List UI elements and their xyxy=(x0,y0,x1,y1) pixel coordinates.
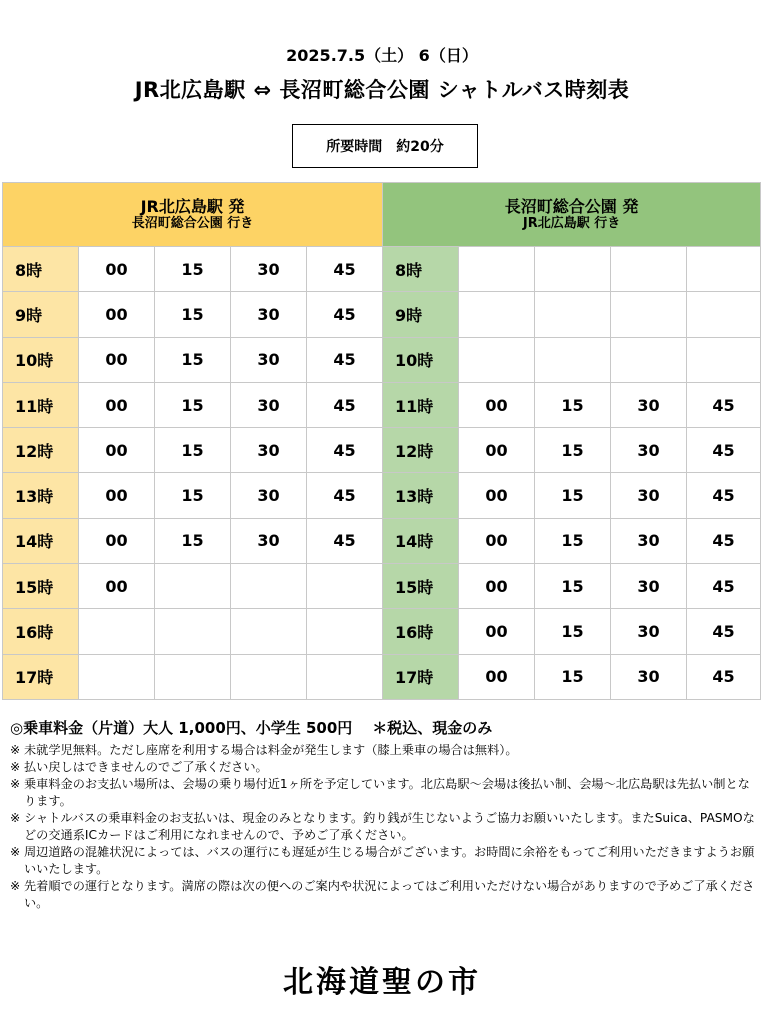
minute-cell-left: 15 xyxy=(155,428,231,473)
minute-cell-left xyxy=(307,564,383,609)
minute-cell-right xyxy=(535,292,611,337)
timetable-row xyxy=(3,609,761,654)
timetable-row xyxy=(3,337,761,382)
minute-cell-right: 00 xyxy=(459,654,535,699)
minute-cell-left: 30 xyxy=(231,518,307,563)
timetable-row xyxy=(3,292,761,337)
minute-cell-left: 00 xyxy=(79,428,155,473)
minute-cell-right: 15 xyxy=(535,564,611,609)
minute-cell-left xyxy=(231,654,307,699)
notes-list xyxy=(10,742,758,912)
note-item xyxy=(10,878,758,912)
minute-cell-left: 30 xyxy=(231,292,307,337)
minute-cell-left: 00 xyxy=(79,382,155,427)
minute-cell-left: 45 xyxy=(307,473,383,518)
minute-cell-right: 45 xyxy=(687,609,761,654)
minute-cell-right: 00 xyxy=(459,428,535,473)
minute-cell-right: 45 xyxy=(687,382,761,427)
shuttle-timetable xyxy=(2,182,761,700)
minute-cell-right: 45 xyxy=(687,428,761,473)
minute-cell-right: 15 xyxy=(535,382,611,427)
timetable-row xyxy=(3,428,761,473)
minute-cell-left: 45 xyxy=(307,518,383,563)
minute-cell-left: 00 xyxy=(79,564,155,609)
minute-cell-left xyxy=(307,654,383,699)
minute-cell-right xyxy=(687,247,761,292)
organizer-logo xyxy=(0,957,764,1001)
hour-cell-left: 9時 xyxy=(3,292,79,337)
minute-cell-left: 15 xyxy=(155,247,231,292)
minute-cell-right: 00 xyxy=(459,518,535,563)
minute-cell-right: 30 xyxy=(611,428,687,473)
note-text: 先着順での運行となります。満席の際は次の便へのご案内や状況によってはご利用いただけない場合がありますので予めご了承ください。 xyxy=(24,879,755,910)
note-mark: ※ xyxy=(10,743,21,757)
header-right-to: JR北広島駅 行き xyxy=(522,216,621,232)
minute-cell-right: 15 xyxy=(535,473,611,518)
note-item xyxy=(10,810,758,844)
hour-cell-left: 15時 xyxy=(3,564,79,609)
minute-cell-right xyxy=(459,292,535,337)
minute-cell-left: 00 xyxy=(79,247,155,292)
header-right-from: 長沼町総合公園 発 xyxy=(504,197,639,217)
hour-cell-left: 14時 xyxy=(3,518,79,563)
minute-cell-left: 45 xyxy=(307,428,383,473)
minute-cell-right: 45 xyxy=(687,473,761,518)
hour-cell-right: 9時 xyxy=(383,292,459,337)
minute-cell-right xyxy=(687,292,761,337)
minute-cell-left: 00 xyxy=(79,292,155,337)
minute-cell-right xyxy=(535,247,611,292)
minute-cell-right: 00 xyxy=(459,382,535,427)
minute-cell-left: 45 xyxy=(307,382,383,427)
minute-cell-left xyxy=(155,654,231,699)
note-mark: ※ xyxy=(10,760,21,774)
timetable-row xyxy=(3,473,761,518)
note-item xyxy=(10,776,758,810)
minute-cell-left xyxy=(79,609,155,654)
hour-cell-right: 14時 xyxy=(383,518,459,563)
hour-cell-right: 11時 xyxy=(383,382,459,427)
note-text: シャトルバスの乗車料金のお支払いは、現金のみとなります。釣り銭が生じないようご協力お願いいたします。またSuica、PASMOなどの交通系ICカードはご利用になれませんので、予めご了承ください。 xyxy=(24,811,755,842)
minute-cell-right xyxy=(687,337,761,382)
hour-cell-right: 8時 xyxy=(383,247,459,292)
minute-cell-right: 00 xyxy=(459,609,535,654)
timetable-row xyxy=(3,564,761,609)
note-mark: ※ xyxy=(10,879,21,893)
header-left-to: 長沼町総合公園 行き xyxy=(131,216,254,232)
minute-cell-right xyxy=(611,337,687,382)
header-departure-kitahiroshima xyxy=(3,183,383,247)
hour-cell-left: 11時 xyxy=(3,382,79,427)
hour-cell-left: 10時 xyxy=(3,337,79,382)
minute-cell-right: 30 xyxy=(611,382,687,427)
hour-cell-left: 13時 xyxy=(3,473,79,518)
timetable-row xyxy=(3,382,761,427)
timetable-row xyxy=(3,654,761,699)
note-text: 乗車料金のお支払い場所は、会場の乗り場付近1ヶ所を予定しています。北広島駅～会場は後払い制、会場～北広島駅は先払い制となります。 xyxy=(24,777,750,808)
minute-cell-right xyxy=(459,337,535,382)
minute-cell-right: 45 xyxy=(687,654,761,699)
fare-main: ◎乗車料金（片道）大人 1,000円、小学生 500円 xyxy=(10,719,353,737)
travel-duration-box: 所要時間 約20分 xyxy=(292,124,478,168)
timetable-body xyxy=(3,247,761,700)
page-title: JR北広島駅 ⇔ 長沼町総合公園 シャトルバス時刻表 xyxy=(134,78,630,102)
hour-cell-right: 16時 xyxy=(383,609,459,654)
minute-cell-right: 30 xyxy=(611,518,687,563)
hour-cell-left: 12時 xyxy=(3,428,79,473)
minute-cell-left: 15 xyxy=(155,518,231,563)
note-text: 払い戻しはできませんのでご了承ください。 xyxy=(24,760,268,774)
minute-cell-left: 15 xyxy=(155,382,231,427)
minute-cell-right: 30 xyxy=(611,473,687,518)
minute-cell-right: 15 xyxy=(535,428,611,473)
minute-cell-left: 30 xyxy=(231,247,307,292)
note-item xyxy=(10,759,758,776)
note-item xyxy=(10,742,758,759)
minute-cell-left xyxy=(79,654,155,699)
minute-cell-left: 15 xyxy=(155,473,231,518)
minute-cell-right: 15 xyxy=(535,609,611,654)
minute-cell-left: 30 xyxy=(231,428,307,473)
hour-cell-right: 10時 xyxy=(383,337,459,382)
logo-text: 北海道聖の市 xyxy=(283,965,481,1000)
hour-cell-right: 12時 xyxy=(383,428,459,473)
hour-cell-right: 13時 xyxy=(383,473,459,518)
minute-cell-left: 45 xyxy=(307,292,383,337)
minute-cell-right: 00 xyxy=(459,473,535,518)
minute-cell-left: 45 xyxy=(307,337,383,382)
minute-cell-right: 15 xyxy=(535,654,611,699)
hour-cell-right: 17時 xyxy=(383,654,459,699)
minute-cell-right: 15 xyxy=(535,518,611,563)
note-mark: ※ xyxy=(10,811,21,825)
minute-cell-right: 45 xyxy=(687,518,761,563)
minute-cell-left: 30 xyxy=(231,337,307,382)
minute-cell-left: 45 xyxy=(307,247,383,292)
event-date: 2025.7.5（土） 6（日） xyxy=(286,46,478,65)
minute-cell-left: 30 xyxy=(231,382,307,427)
minute-cell-left: 00 xyxy=(79,518,155,563)
minute-cell-right: 00 xyxy=(459,564,535,609)
hour-cell-left: 17時 xyxy=(3,654,79,699)
note-mark: ※ xyxy=(10,777,21,791)
minute-cell-right xyxy=(535,337,611,382)
minute-cell-left: 00 xyxy=(79,337,155,382)
hour-cell-left: 16時 xyxy=(3,609,79,654)
minute-cell-left xyxy=(155,564,231,609)
minute-cell-left: 15 xyxy=(155,337,231,382)
minute-cell-right xyxy=(611,247,687,292)
minute-cell-left: 30 xyxy=(231,473,307,518)
note-mark: ※ xyxy=(10,845,21,859)
minute-cell-right: 30 xyxy=(611,654,687,699)
minute-cell-right: 30 xyxy=(611,609,687,654)
minute-cell-right xyxy=(459,247,535,292)
header-left-from: JR北広島駅 発 xyxy=(140,197,245,217)
note-text: 周辺道路の混雑状況によっては、バスの運行にも遅延が生じる場合がございます。お時間に余裕をもってご利用いただきますようお願いいたします。 xyxy=(24,845,755,876)
note-item xyxy=(10,844,758,878)
minute-cell-right xyxy=(611,292,687,337)
hour-cell-right: 15時 xyxy=(383,564,459,609)
timetable-row xyxy=(3,247,761,292)
minute-cell-right: 45 xyxy=(687,564,761,609)
fare-tax-note: ＊税込、現金のみ xyxy=(372,719,493,737)
minute-cell-left xyxy=(307,609,383,654)
minute-cell-right: 30 xyxy=(611,564,687,609)
minute-cell-left: 15 xyxy=(155,292,231,337)
minute-cell-left xyxy=(231,609,307,654)
minute-cell-left xyxy=(155,609,231,654)
hour-cell-left: 8時 xyxy=(3,247,79,292)
fare-info xyxy=(10,717,492,738)
minute-cell-left: 00 xyxy=(79,473,155,518)
header-departure-naganuma xyxy=(383,183,761,247)
minute-cell-left xyxy=(231,564,307,609)
timetable-row xyxy=(3,518,761,563)
note-text: 未就学児無料。ただし座席を利用する場合は料金が発生します（膝上乗車の場合は無料）。 xyxy=(24,743,518,757)
